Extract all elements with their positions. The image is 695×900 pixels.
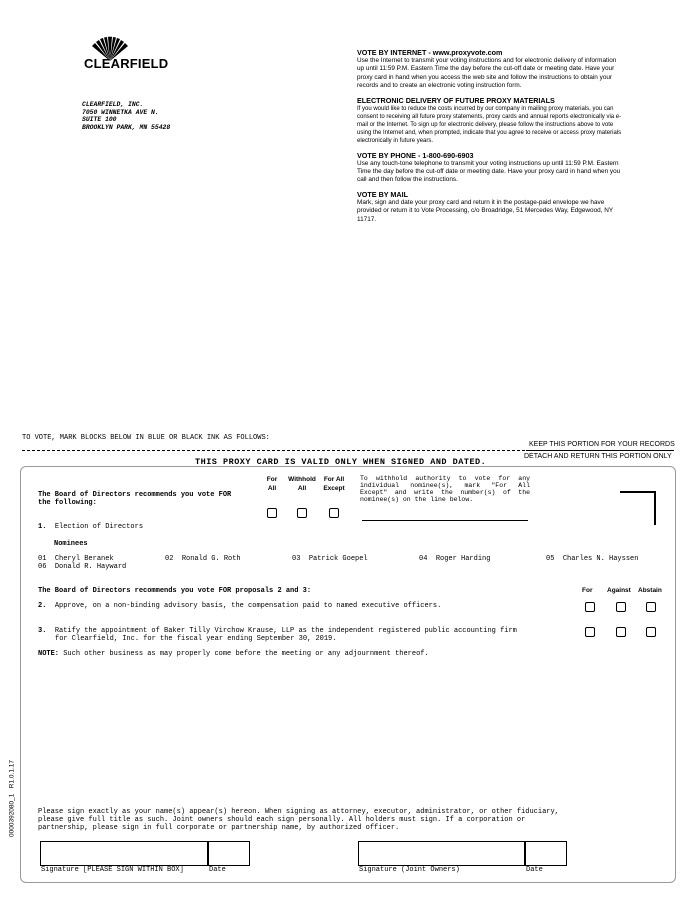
nominee-num: 03 bbox=[292, 555, 301, 563]
col-withhold-all: Withhold All bbox=[288, 476, 316, 492]
col-for: For bbox=[582, 587, 593, 594]
proposal-3-against-checkbox[interactable] bbox=[616, 627, 626, 637]
nominee-name: Ronald G. Roth bbox=[181, 555, 241, 563]
voting-methods bbox=[357, 48, 625, 224]
sign-instructions-line: Please sign exactly as your name(s) appear(s) hereon. When signing as attorney, executor, administrator, or other fiduciary, bbox=[38, 808, 559, 816]
nominee-06 bbox=[38, 563, 126, 571]
withhold-instructions: To withhold authority to vote for any individual nominee(s), mark "For All Except" and write the number(s) of the nominee(s) on the line below. bbox=[360, 475, 530, 503]
nominee-name: Patrick Goepel bbox=[308, 555, 368, 563]
joint-signature-label: Signature (Joint Owners) bbox=[359, 866, 460, 874]
address-line: 7050 WINNETKA AVE N. bbox=[82, 108, 159, 116]
sign-instructions-line: partnership, please sign in full corporate or partnership name, by authorized officer. bbox=[38, 824, 400, 832]
note bbox=[38, 650, 429, 658]
detach-dashed-line bbox=[22, 450, 525, 451]
sign-instructions-line: please give full title as such. Joint owners should each sign personally. All holders must sign. If a corporation or bbox=[38, 816, 526, 824]
item-1 bbox=[38, 523, 143, 531]
sign-instructions bbox=[38, 808, 559, 832]
nominees-label: Nominees bbox=[54, 540, 88, 548]
proposal-2 bbox=[38, 602, 441, 610]
for-all-except-checkbox[interactable] bbox=[329, 508, 339, 518]
company-logo-text: CLEARFIELD bbox=[84, 56, 169, 71]
address-line: BROOKLYN PARK, MN 55428 bbox=[82, 123, 171, 131]
nominee-num: 02 bbox=[165, 555, 174, 563]
joint-date-label: Date bbox=[526, 866, 543, 874]
vote-internet-heading: VOTE BY INTERNET - www.proxyvote.com bbox=[357, 48, 503, 57]
board-recommendation-2: The Board of Directors recommends you vote FOR proposals 2 and 3: bbox=[38, 587, 312, 595]
nominee-01 bbox=[38, 555, 114, 563]
nominee-num: 01 bbox=[38, 555, 47, 563]
vote-internet-text: Use the Internet to transmit your voting instructions and for electronic delivery of information up until 11:59 P.M. Eastern Time the day before the cut-off date or meeting date. Have your proxy card in hand when you access the web site and follow the instructions to obtain your records and to create an electronic voting instruction form. bbox=[357, 57, 617, 90]
electronic-delivery-heading: ELECTRONIC DELIVERY OF FUTURE PROXY MATERIALS bbox=[357, 95, 555, 105]
proposal-2-abstain-checkbox[interactable] bbox=[646, 602, 656, 612]
vote-phone-heading: VOTE BY PHONE - 1-800-690-6903 bbox=[357, 150, 474, 160]
item-1-number: 1. bbox=[38, 523, 47, 531]
detach-portion-label: DETACH AND RETURN THIS PORTION ONLY bbox=[524, 453, 672, 460]
electronic-delivery-text: If you would like to reduce the costs incurred by our company in mailing proxy materials, you can consent to receiving all future proxy statements, proxy cards and annual reports electronically via e-mail or the Internet. To sign up for electronic delivery, please follow the instructions above to vote using the Internet and, when prompted, indicate that you agree to receive or access proxy materials electronically in future years. bbox=[357, 105, 622, 145]
proposal-3-text-line2: for Clearfield, Inc. for the fiscal year ending September 30, 2019. bbox=[55, 635, 337, 643]
corner-mark bbox=[620, 491, 656, 525]
proposal-3-abstain-checkbox[interactable] bbox=[646, 627, 656, 637]
col-for-all: For All bbox=[266, 476, 278, 492]
proposal-2-for-checkbox[interactable] bbox=[585, 602, 595, 612]
marking-instructions: TO VOTE, MARK BLOCKS BELOW IN BLUE OR BLACK INK AS FOLLOWS: bbox=[22, 434, 270, 442]
nominee-name: Donald R. Hayward bbox=[54, 563, 127, 571]
proposal-3 bbox=[38, 627, 517, 643]
nominee-name: Cheryl Beranek bbox=[54, 555, 114, 563]
company-address bbox=[82, 101, 170, 131]
address-line: CLEARFIELD, INC. bbox=[82, 101, 144, 108]
col-against: Against bbox=[607, 587, 631, 594]
address-line: SUITE 100 bbox=[82, 116, 117, 123]
col-abstain: Abstain bbox=[638, 587, 662, 594]
joint-signature-box[interactable] bbox=[358, 841, 526, 866]
withhold-all-checkbox[interactable] bbox=[297, 508, 307, 518]
signature-box[interactable] bbox=[40, 841, 209, 866]
nominee-name: Charles N. Hayssen bbox=[562, 555, 639, 563]
proposal-3-number: 3. bbox=[38, 627, 47, 635]
for-all-checkbox[interactable] bbox=[267, 508, 277, 518]
board-recommendation-1: The Board of Directors recommends you vote FOR the following: bbox=[38, 491, 232, 507]
signature-label: Signature [PLEASE SIGN WITHIN BOX] bbox=[41, 866, 184, 874]
proposal-3-text-line1: Ratify the appointment of Baker Tilly Virchow Krause, LLP as the independent registered public accounting firm bbox=[54, 627, 517, 635]
vote-phone-text: Use any touch-tone telephone to transmit your voting instructions up until 11:59 P.M. Eastern Time the day before the cut-off date or meeting date. Have your proxy card in hand when you call and then follow the instructions. bbox=[357, 159, 621, 184]
proposal-2-number: 2. bbox=[38, 602, 47, 610]
date-box[interactable] bbox=[207, 841, 250, 866]
nominee-num: 05 bbox=[546, 555, 555, 563]
nominee-03 bbox=[292, 555, 368, 563]
keep-portion-label: KEEP THIS PORTION FOR YOUR RECORDS bbox=[529, 441, 675, 448]
proposal-3-for-checkbox[interactable] bbox=[585, 627, 595, 637]
except-write-line[interactable] bbox=[362, 520, 528, 521]
portion-divider bbox=[526, 450, 674, 451]
nominee-num: 06 bbox=[38, 563, 47, 571]
valid-notice: THIS PROXY CARD IS VALID ONLY WHEN SIGNED AND DATED. bbox=[195, 457, 487, 467]
vote-mail-heading: VOTE BY MAIL bbox=[357, 189, 408, 199]
date-label: Date bbox=[209, 866, 226, 874]
nominee-num: 04 bbox=[419, 555, 428, 563]
nominee-02 bbox=[165, 555, 241, 563]
note-label: NOTE: bbox=[38, 650, 60, 658]
proposal-2-against-checkbox[interactable] bbox=[616, 602, 626, 612]
side-document-code: 0000392080_1 R1.0.1.17 bbox=[8, 760, 16, 837]
nominee-name: Roger Harding bbox=[435, 555, 491, 563]
vote-mail-text: Mark, sign and date your proxy card and return it in the postage-paid envelope we have provided or return it to Vote Processing, c/o Broadridge, 51 Mercedes Way, Edgewood, NY 11717. bbox=[357, 198, 613, 223]
col-for-all-except: For All Except bbox=[323, 476, 345, 492]
nominee-05 bbox=[546, 555, 638, 563]
note-text: Such other business as may properly come before the meeting or any adjournment thereof. bbox=[63, 650, 429, 658]
proposal-2-text: Approve, on a non-binding advisory basis, the compensation paid to named executive officers. bbox=[54, 602, 442, 610]
item-1-label: Election of Directors bbox=[54, 523, 144, 531]
proposal-3-line bbox=[38, 627, 517, 635]
joint-date-box[interactable] bbox=[524, 841, 567, 866]
nominee-04 bbox=[419, 555, 490, 563]
